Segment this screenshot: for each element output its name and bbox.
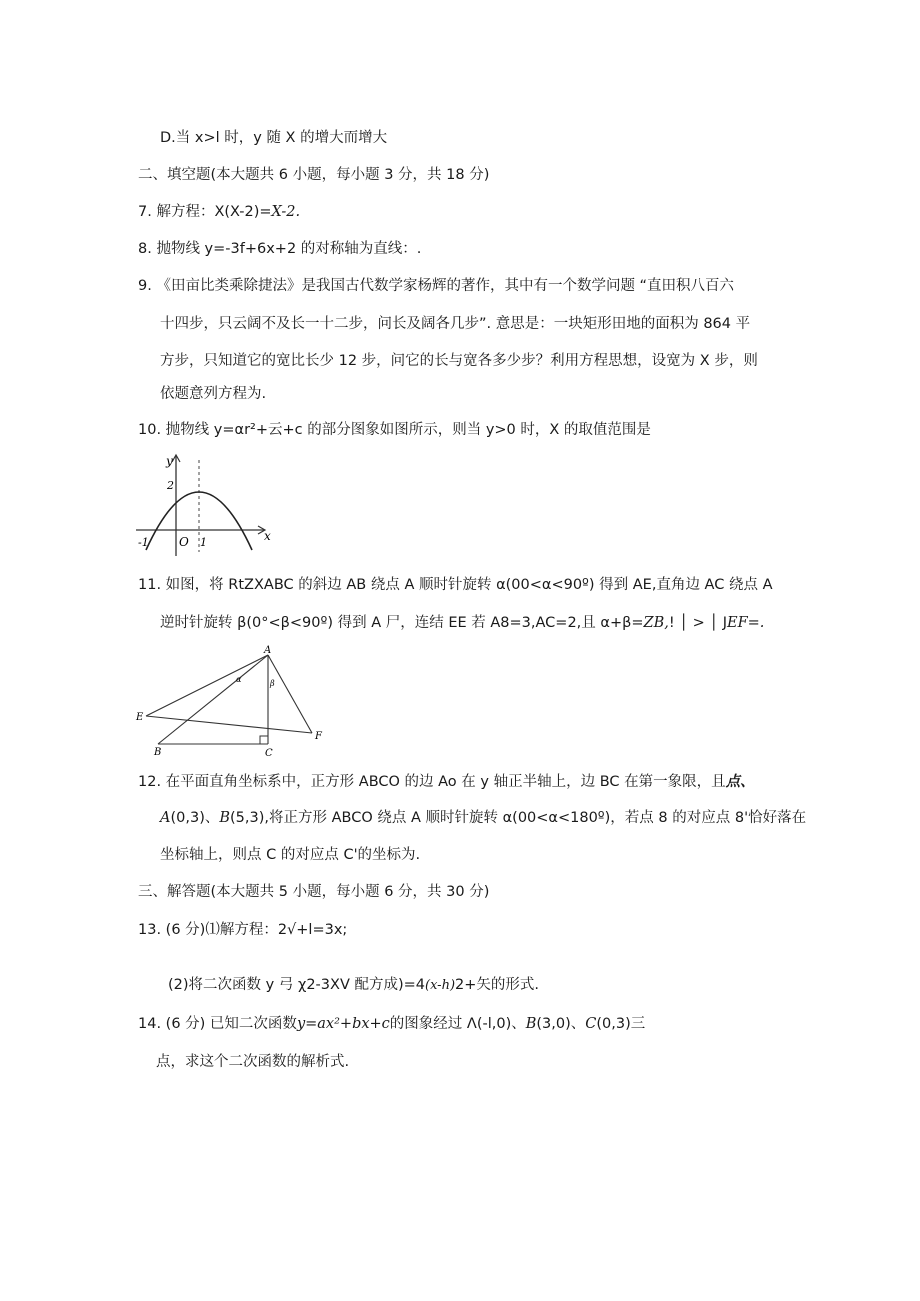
question-11-line-1: 11. 如图，将 RtZXABC 的斜边 AB 绕点 A 顺时针旋转 α(00<α<90º) 得到 AE,直角边 AC 绕点 A — [138, 577, 773, 593]
question-14-line-2: 点，求这个二次函数的解析式. — [156, 1054, 350, 1070]
tick-label-1: 1 — [200, 536, 207, 549]
label-B: B — [154, 747, 162, 758]
tick-label-neg1: -1 — [138, 536, 149, 549]
segment-EF — [146, 716, 312, 733]
question-7: 7. 解方程：X(X-2)=X-2. — [138, 204, 301, 220]
question-9-line-1: 9. 《田亩比类乘除捷法》是我国古代数学家杨辉的著作，其中有一个数学问题 “直田积八百六 — [138, 278, 735, 294]
question-9-line-3: 方步，只知道它的宽比长少 12 步，问它的长与宽各多少步？利用方程思想，设宽为 X 步，则 — [160, 353, 758, 369]
label-A: A — [264, 645, 272, 656]
question-12-line-1: 12. 在平面直角坐标系中，正方形 ABCO 的边 Ao 在 y 轴正半轴上，边 BC 在第一象限，且点、 — [138, 773, 755, 790]
question-9-line-2: 十四步，只云阔不及长一十二步，问长及阔各几步”. 意思是：一块矩形田地的面积为 864 平 — [160, 316, 751, 332]
label-C: C — [265, 748, 273, 759]
label-alpha: α — [236, 675, 242, 684]
question-13-part-1: 13. (6 分)⑴解方程：2√+l=3x; — [138, 922, 348, 938]
y-axis-label: y — [166, 454, 173, 468]
option-d: D.当 x>l 时，y 随 X 的增大而增大 — [160, 130, 388, 146]
segment-AF — [268, 655, 312, 733]
question-9-line-4: 依题意列方程为. — [160, 386, 267, 402]
label-F: F — [315, 731, 322, 742]
right-angle-mark — [260, 736, 268, 744]
section-answer-heading: 三、解答题(本大题共 5 小题，每小题 6 分，共 30 分) — [138, 884, 490, 900]
question-13-part-2: (2)将二次函数 y 弓 χ2-3XV 配方成)=4(x-h)2+矢的形式. — [168, 977, 539, 993]
x-axis-label: x — [264, 529, 271, 543]
tick-label-2: 2 — [167, 479, 174, 492]
segment-AE — [146, 655, 268, 716]
parabola-figure — [132, 452, 272, 558]
segment-AB — [158, 655, 268, 744]
triangle-figure — [132, 644, 332, 760]
question-14-line-1: 14. (6 分) 已知二次函数y=ax²+bx+c的图象经过 Λ(-l,0)、B(3,0)、C(0,3)三 — [138, 1016, 646, 1032]
question-8: 8. 抛物线 y=-3f+6x+2 的对称轴为直线：. — [138, 241, 422, 257]
label-beta: β — [270, 679, 275, 688]
label-E: E — [136, 712, 144, 723]
section-fill-in-heading: 二、填空题(本大题共 6 小题，每小题 3 分，共 18 分) — [138, 167, 490, 183]
question-10: 10. 抛物线 y=αr²+云+c 的部分图象如图所示，则当 y>0 时，X 的取值范围是 — [138, 422, 651, 438]
question-12-line-3: 坐标轴上，则点 C 的对应点 C'的坐标为. — [160, 847, 421, 863]
question-11-line-2: 逆时针旋转 β(0°<β<90º) 得到 A 尸，连结 EE 若 A8=3,AC=2,且 α+β=ZB,! │ > │ JEF=. — [160, 615, 765, 631]
question-12-line-2: A(0,3)、B(5,3),将正方形 ABCO 绕点 A 顺时针旋转 α(00<α<180º)，若点 8 的对应点 8'恰好落在 — [160, 810, 807, 826]
origin-label: O — [179, 535, 189, 549]
